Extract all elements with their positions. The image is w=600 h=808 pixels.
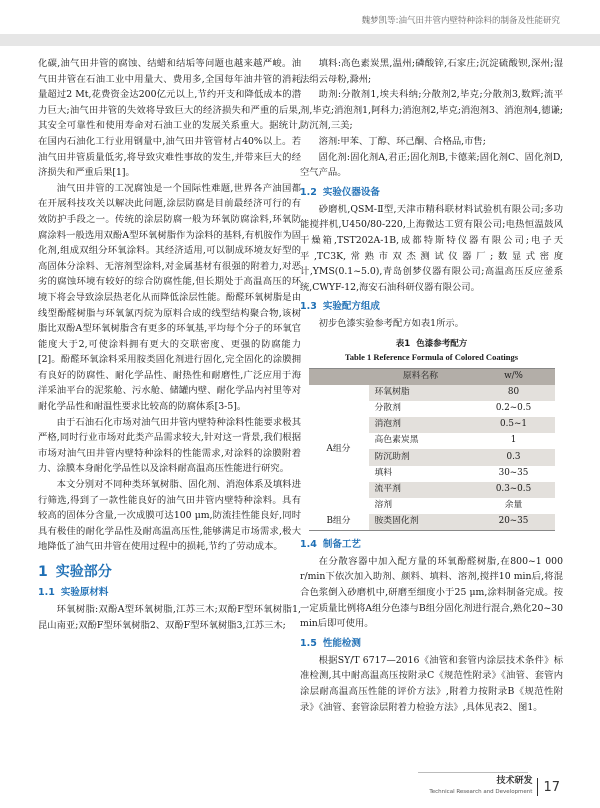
subsection-heading-testing (300, 636, 563, 651)
subsection-heading-materials (38, 585, 301, 600)
table-cell-name: 环氧树脂 (369, 385, 473, 401)
table-row (309, 514, 555, 530)
table-cell-name: 高色素炭黑 (369, 433, 473, 449)
subsection-title: 实验配方组成 (322, 301, 380, 313)
table-1 (300, 338, 563, 531)
table-cell-value: 0.2~0.5 (473, 401, 555, 417)
journal-name-zh: 技术研发 (496, 776, 533, 786)
table-cell-name: 分散剂 (369, 401, 473, 417)
page-number: 17 (543, 779, 560, 795)
paragraph-formula-intro: 初步色漆实验参考配方如表1所示。 (318, 318, 464, 330)
section-title: 实验部分 (55, 564, 112, 580)
table-cell-name: 填料 (369, 466, 473, 482)
subsection-heading-formula (300, 299, 563, 314)
table-header-name: 原料名称 (369, 368, 473, 384)
table-cell-value: 80 (473, 385, 555, 401)
subsection-number: 1.4 (300, 538, 317, 550)
table-caption-zh (300, 338, 563, 351)
subsection-heading-preparation (300, 537, 563, 552)
table-header-group (309, 368, 369, 384)
paragraph-curing-agents: 固化剂:固化剂A,君正;固化剂B,卡德莱;固化剂C、固化剂D,空气产品。 (300, 151, 563, 179)
table-header-row (309, 368, 555, 384)
paragraph-fillers: 填料:高色素炭黑,温州;磷酸锌,石家庄;沉淀硫酸钡,深州;湿法绢云母粉,滁州; (300, 58, 563, 85)
table-cell-name: 胺类固化剂 (369, 514, 473, 530)
footer-separator (537, 778, 538, 796)
table-cell-value: 0.5~1 (473, 417, 555, 433)
paragraph-equipment: 砂磨机,QSM-Ⅱ型,天津市精科联材料试验机有限公司;多功能搅拌机,U450/80-220,上海微达工贸有限公司;电热恒温鼓风干燥箱,TST202A-1B,成都特斯特仪器有限公司;电子天平,TC3K,常熟市双杰测试仪器厂;数显式密度计,YMS(0.1~5.0),青岛创梦仪器有限公司;高温高压反应釜系统,CWYF-12,海安石油科研仪器有限公司。 (300, 203, 563, 293)
intro-paragraph-continued: 化碳,油气田井管的腐蚀、结蜡和结垢等问题也越来越严峻。油气田井管在石油工业中用量大、费用多,全国每年油井管的消耗量超过2 Mt,花费资金达200亿元以上,节约开支和降低成本的潜力巨大;油气田井管的失效将导致巨大的经济损失和严重的后果,其安全可靠性和使用寿命对石油工业的发展关系重大。据统计,在国内石油化工行业用钢量中,油气田井管管材占40%以上。若油气田井管质量低劣,将导致灾难性事故的发生,并带来巨大的经济损失和严重后果[1]。 (38, 58, 301, 179)
paragraph-epoxy-resins: 环氧树脂:双酚A型环氧树脂,江苏三木;双酚F型环氧树脂1,昆山南亚;双酚F型环氧树脂2、双酚F型环氧树脂3,江苏三木; (38, 604, 301, 631)
paragraph-summary: 本文分别对不同种类环氧树脂、固化剂、消泡体系及填料进行筛选,得到了一款性能良好的油气田井管内壁特种涂料。具有较高的固体分含量,一次成膜可达100 μm,防流挂性能良好,同时具有极佳的耐化学品性及耐高温高压性,能够满足市场需求,极大地降低了油气田井管在使用过程中的损耗,节约了劳动成本。 (38, 479, 301, 553)
journal-name-en: Technical Research and Development (429, 789, 533, 795)
paragraph-testing: 根据SY/T 6717—2016《油管和套管内涂层技术条件》标准检测,其中耐高温高压按附录C《规范性附录》《油管、套管内涂层耐高温高压性能的评价方法》,附着力按附录B《规范性附录》《油管、套管涂层附着力检验方法》,具体见表2、图1。 (300, 654, 563, 713)
table-cell-name: 防沉助剂 (369, 449, 473, 465)
table-cell-value: 0.3~0.5 (473, 482, 555, 498)
table-cell-name: 消泡剂 (369, 417, 473, 433)
left-column (38, 56, 301, 633)
journal-name (429, 776, 532, 798)
paragraph-market: 由于石油石化市场对油气田井管内壁特种涂料性能要求极其严格,同时行业市场对此类产品需求较大,针对这一背景,我们根据市场对油气田井管内壁特种涂料的性能需求,对涂料的涂膜附着力、涂膜本身耐化学品性以及涂料耐高温高压性能进行研究。 (38, 416, 301, 475)
footer-rule (418, 772, 528, 773)
subsection-title: 实验原材料 (60, 587, 109, 598)
section-number: 1 (38, 564, 48, 580)
subsection-number: 1.5 (300, 637, 317, 649)
header-bar (0, 34, 600, 46)
subsection-title: 制备工艺 (322, 538, 361, 550)
table-cell-value: 余量 (473, 498, 555, 514)
paragraph-additives: 助剂:分散剂1,埃夫科纳;分散剂2,毕克;分散剂3,数辉;流平剂,毕克;消泡剂1,阿科力;消泡剂2,毕克;消泡剂3、消泡剂4,德谦;防沉剂,三美; (300, 89, 563, 132)
subsection-number: 1.2 (300, 186, 317, 198)
right-column (300, 56, 563, 715)
table-caption-en: Table 1 Reference Formula of Colored Coatings (344, 351, 519, 362)
group-a-label: A组分 (326, 443, 351, 454)
subsection-number: 1.3 (300, 301, 317, 313)
subsection-heading-equipment (300, 185, 563, 200)
table-cell-name: 流平剂 (369, 482, 473, 498)
subsection-title: 性能检测 (322, 637, 361, 649)
page-header (0, 0, 600, 46)
formula-table (309, 368, 555, 531)
subsection-number: 1.1 (38, 587, 55, 598)
table-label: 表1 (395, 338, 411, 349)
running-title: 魏梦凯等:油气田井管内壁特种涂料的制备及性能研究 (361, 16, 560, 26)
paragraph-background: 油气田井管的工况腐蚀是一个国际性难题,世界各产油国都在开展科技攻关以解决此问题,涂层防腐是目前最经济可行的有效防护手段之一。传统的涂层防腐一般为环氧防腐涂料,环氧防腐涂料一般选用双酚A型环氧树脂作为涂料的基料,有机胺作为固化剂,组成双组分环氧涂料。其经济适用,可以制成环境友好型的高固体分涂料、无溶剂型涂料,对金属基材有很强的附着力,对恶劣的腐蚀环境有较好的综合防腐性能,但长期处于高温高压的环境下将会导致涂层热老化从而降低涂层性能。酚醛环氧树脂是由线型酚醛树脂与环氧氯丙烷为原料合成的线型结构聚合物,该树脂比双酚A型环氧树脂含有更多的环氧基,平均每个分子的环氧官能度大于2,可使涂料拥有更大的交联密度、更强的防腐能力[2]。酚醛环氧涂料采用胺类固化剂进行固化,完全固化的涂膜拥有良好的防腐性、耐化学品性、耐热性和耐磨性,广泛应用于海洋采油平台的泥浆舱、污水舱、储罐内壁、耐化学品内衬里等对耐化学品性和耐温性要求比较高的防腐体系[3-5]。 (38, 182, 301, 413)
table-cell-value: 30~35 (473, 466, 555, 482)
paragraph-preparation: 在分散容器中加入配方量的环氧酚醛树脂,在800~1 000 r/min下依次加入助剂、颜料、填料、溶剂,搅拌10 min后,将混合色浆倒入砂磨机中,研磨至细度小于25 μm,涂料制备完成。按一定质量比例将A组分色漆与B组分固化剂进行混合,熟化20~30 min后即可使用。 (300, 555, 563, 630)
table-header-value: w/% (473, 368, 555, 384)
group-b-label: B组分 (309, 514, 369, 530)
table-cell-value: 0.3 (473, 449, 555, 465)
table-cell-value: 1 (473, 433, 555, 449)
table-cell-name: 溶剂 (369, 498, 473, 514)
paragraph-solvents: 溶剂:甲苯、丁醇、环己酮、合格品,市售; (318, 135, 486, 147)
subsection-title: 实验仪器设备 (322, 186, 380, 198)
section-heading-experimental (38, 563, 301, 581)
table-cell-value: 20~35 (473, 514, 555, 530)
table-row (309, 385, 555, 401)
page-footer (429, 776, 560, 798)
table-title-zh: 色漆参考配方 (416, 338, 468, 349)
